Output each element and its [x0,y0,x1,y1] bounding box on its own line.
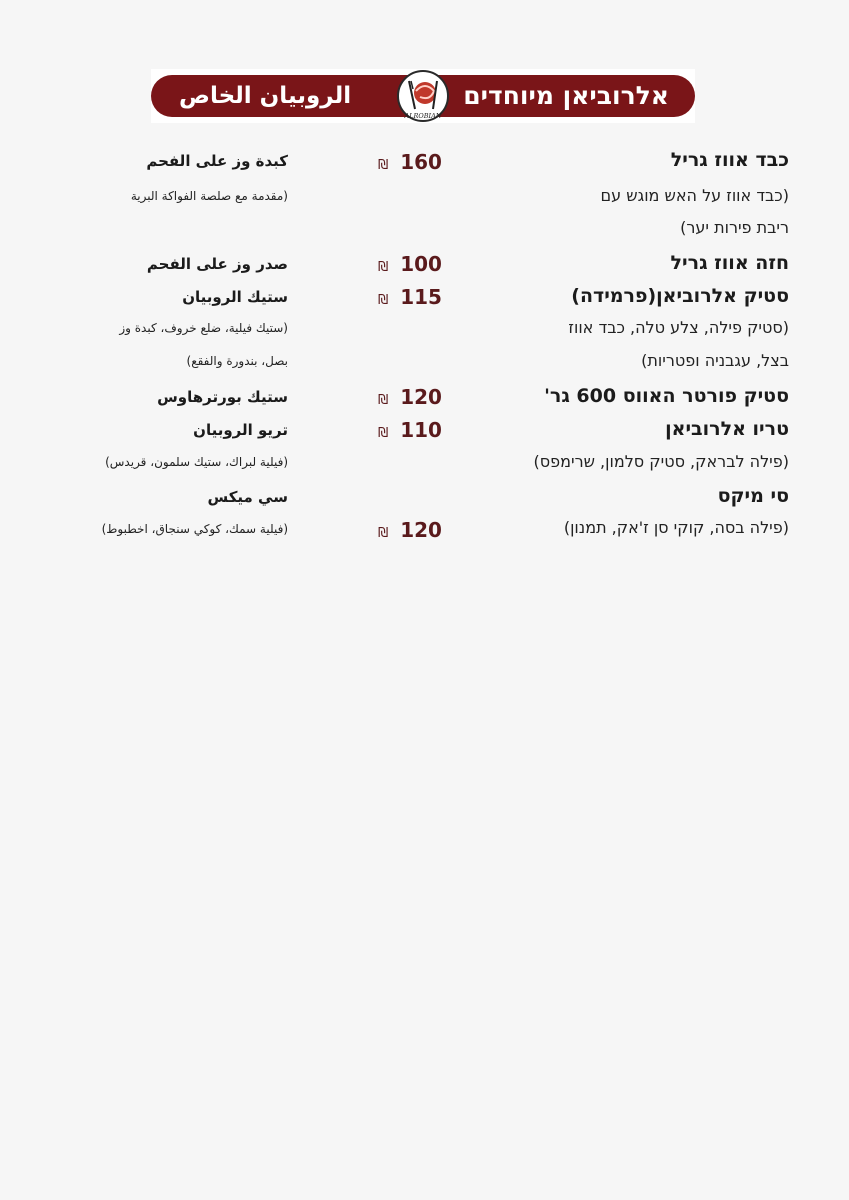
dish-price: ₪ 120 [378,385,442,409]
dish-desc-ar: (مقدمة مع صلصة الفواكة البرية [130,189,288,203]
shekel-icon: ₪ [378,426,389,441]
dish-desc-he: (סטיק פילה, צלע טלה, כבד אווז [568,318,789,337]
dish-name-ar: صدر وز على الفحم [146,255,288,273]
dish-desc-he: (כבד אווז על האש מוגש עם [600,186,789,205]
section-title-arabic: الروبيان الخاص [179,83,352,109]
dish-name-he: סי מיקס [717,485,789,507]
dish-price: ₪ 110 [378,418,442,442]
dish-name-he: טריו אלרוביאן [665,418,789,440]
dish-price: ₪ 100 [378,252,442,276]
dish-price: ₪ 115 [378,285,442,309]
dish-desc-he: בצל, עגבניה ופטריות) [641,351,789,370]
shekel-icon: ₪ [378,393,389,408]
dish-name-ar: سي ميكس [207,488,288,506]
shekel-icon: ₪ [378,526,389,541]
dish-desc-ar: (ستيك فيلية، ضلع خروف، كبدة وز [119,321,288,335]
dish-price: ₪ 160 [378,150,442,174]
shekel-icon: ₪ [378,293,389,308]
dish-name-ar: ستيك بورترهاوس [157,388,288,406]
dish-desc-ar: (فيلية سمك، كوكي سنجاق، اخطبوط) [101,522,288,536]
dish-name-he: סטיק פורטר האווס 600 גר' [544,385,789,407]
dish-name-he: סטיק אלרוביאן(פרמידה) [571,285,789,307]
restaurant-logo [395,69,451,123]
dish-desc-ar: بصل، بندورة والفقع) [186,354,288,368]
shekel-icon: ₪ [378,260,389,275]
dish-name-he: חזה אווז גריל [670,252,789,274]
dish-name-ar: تريو الروبيان [193,421,288,439]
dish-desc-he: (פילה בסה, קוקי סן ז'אק, תמנון) [563,518,789,537]
dish-desc-he: ריבת פירות יער) [680,218,789,237]
shekel-icon: ₪ [378,158,389,173]
section-title-hebrew: אלרוביאן מיוחדים [463,81,669,110]
dish-desc-ar: (فيلية لبراك، ستيك سلمون، قريدس) [105,455,288,469]
dish-name-ar: ستيك الروبيان [182,288,288,306]
dish-name-ar: كبدة وز على الفحم [146,152,288,170]
dish-name-he: כבד אווז גריל [670,149,789,171]
dish-price: ₪ 120 [378,518,442,542]
menu-section-banner [151,69,695,123]
logo-text: ALROBIAN [404,112,442,120]
dish-desc-he: (פילה לבראק, סטיק סלמון, שרימפס) [533,452,789,471]
